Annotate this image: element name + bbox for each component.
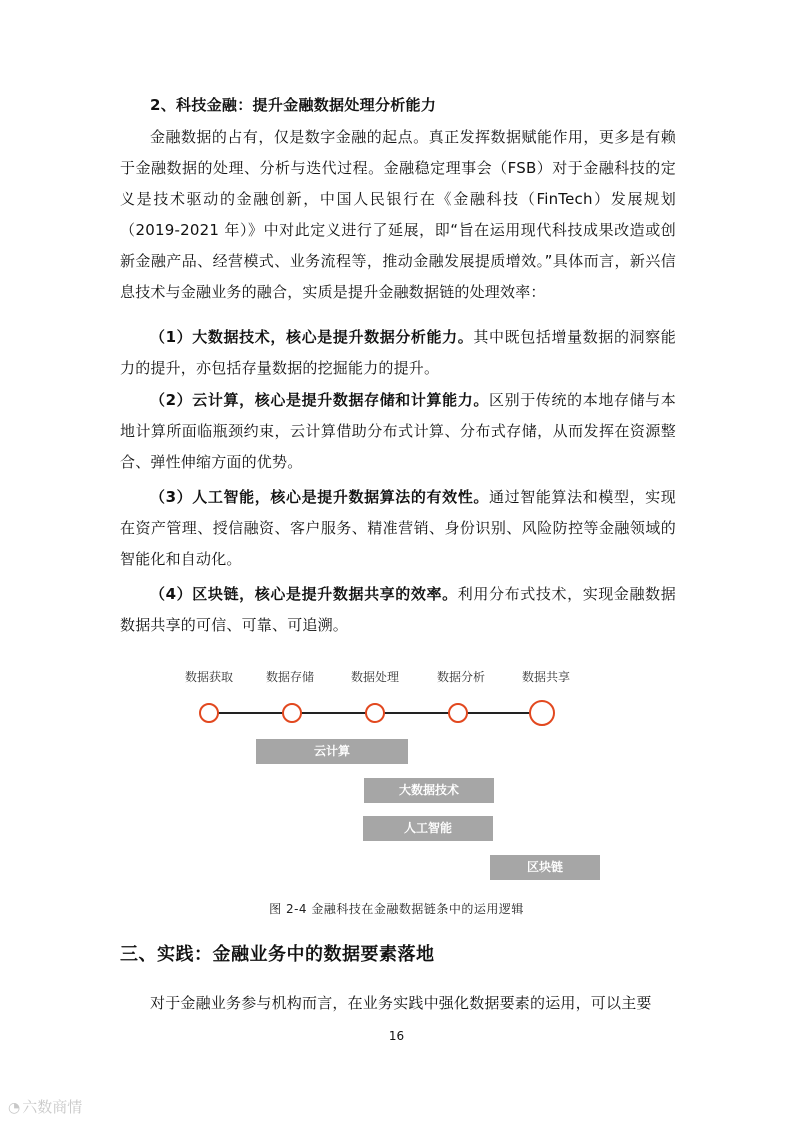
item-lead: （2）云计算，核心是提升数据存储和计算能力。: [150, 391, 490, 409]
list-item-ai: [120, 482, 676, 575]
chain-node-store: [282, 703, 302, 723]
stage-label-process: 数据处理: [350, 670, 399, 684]
list-item-cloud: [120, 385, 676, 478]
chain-node-process: [365, 703, 385, 723]
item-lead: （1）大数据技术，核心是提升数据分析能力。: [150, 328, 474, 346]
item-lead: （4）区块链，核心是提升数据共享的效率。: [150, 585, 458, 603]
chain-node-share: [529, 700, 555, 726]
chapter-heading: 三、实践：金融业务中的数据要素落地: [120, 944, 435, 965]
bar-cloud-computing: 云计算: [256, 739, 408, 764]
watermark-logo-icon: ◔: [8, 1100, 21, 1116]
section-heading: 2、科技金融：提升金融数据处理分析能力: [150, 96, 437, 114]
stage-label-analyze: 数据分析: [436, 670, 485, 684]
item-text: 通过智能算法和模型，实现在资产管理、授信融资、客户服务、精准营销、身份识别、风险防控等金融领域的智能化和自动化。: [120, 488, 677, 568]
page-number: 16: [388, 1029, 405, 1043]
paragraph-practice: 对于金融业务参与机构而言，在业务实践中强化数据要素的运用，可以主要: [150, 994, 652, 1012]
stage-label-store: 数据存储: [265, 670, 314, 684]
bar-big-data: 大数据技术: [364, 778, 494, 803]
stage-label-share: 数据共享: [521, 670, 570, 684]
item-lead: （3）人工智能，核心是提升数据算法的有效性。: [150, 488, 490, 506]
chain-node-acquire: [199, 703, 219, 723]
item-text: 利用分布式技术，实现金融数据数据共享的可信、可靠、可追溯。: [120, 585, 676, 634]
stage-label-acquire: 数据获取: [184, 670, 233, 684]
watermark-text: 六数商情: [22, 1098, 83, 1116]
item-text: 其中既包括增量数据的洞察能力的提升，亦包括存量数据的挖掘能力的提升。: [120, 328, 676, 377]
item-text: 区别于传统的本地存储与本地计算所面临瓶颈约束，云计算借助分布式计算、分布式存储，从而发挥在资源整合、弹性伸缩方面的优势。: [120, 391, 677, 471]
watermark: [8, 1096, 82, 1117]
chain-node-analyze: [448, 703, 468, 723]
list-item-bigdata: [120, 322, 676, 384]
paragraph-intro: 金融数据的占有，仅是数字金融的起点。真正发挥数据赋能作用，更多是有赖于金融数据的处理、分析与迭代过程。金融稳定理事会（FSB）对于金融科技的定义是技术驱动的金融创新，中国人民银行在《金融科技（FinTech）发展规划（2019-2021 年）》中对此定义进行了延展，即“旨在运用现代科技成果改造或创新金融产品、经营模式、业务流程等，推动金融发展提质增效。”具体而言，新兴信息技术与金融业务的融合，实质是提升金融数据链的处理效率：: [120, 128, 676, 301]
list-item-blockchain: [120, 579, 676, 641]
bar-ai: 人工智能: [363, 816, 493, 841]
bar-blockchain: 区块链: [490, 855, 600, 880]
figure-caption: 图 2-4 金融科技在金融数据链条中的运用逻辑: [269, 902, 524, 916]
